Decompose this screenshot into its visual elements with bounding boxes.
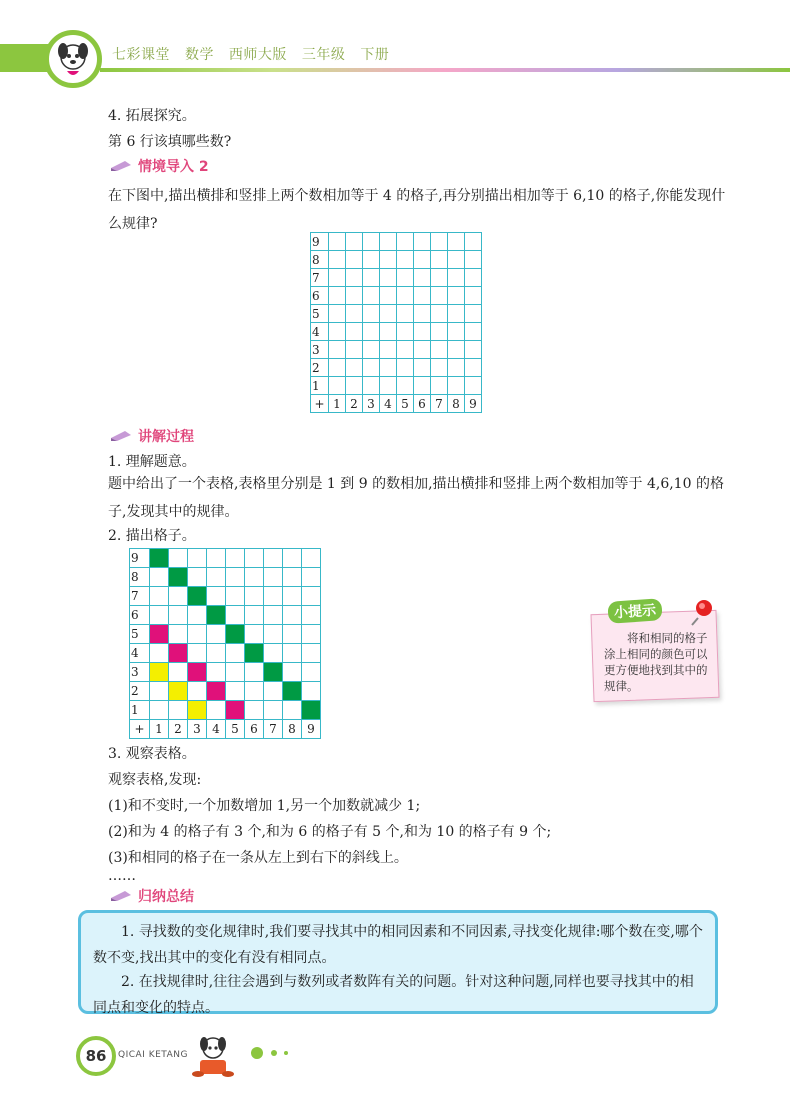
pencil-icon <box>110 430 132 442</box>
grid-cell <box>245 701 264 720</box>
grid-cell <box>283 682 302 701</box>
observation-3: (3)和相同的格子在一条从左上到右下的斜线上。 <box>108 850 408 866</box>
grid-cell <box>302 625 321 644</box>
grid-cell <box>363 287 380 305</box>
grid-cell <box>363 323 380 341</box>
grid-cell <box>245 663 264 682</box>
grid-cell <box>380 377 397 395</box>
row-label: 9 <box>311 233 329 251</box>
grid-cell <box>150 549 169 568</box>
grid-cell <box>150 663 169 682</box>
grid-cell <box>414 269 431 287</box>
grid-cell <box>346 305 363 323</box>
grid-cell <box>150 644 169 663</box>
grid-cell <box>207 549 226 568</box>
step1-paragraph: 题中给出了一个表格,表格里分别是 1 到 9 的数相加,描出横排和竖排上两个数相加等于 4,6,10 的格子,发现其中的规律。 <box>108 476 724 520</box>
grid-cell <box>414 323 431 341</box>
grid-cell <box>465 341 482 359</box>
row-label: 2 <box>130 682 150 701</box>
grid-cell <box>169 663 188 682</box>
grid-cell <box>431 323 448 341</box>
dog-mascot-footer-icon <box>188 1030 238 1080</box>
grid-cell <box>363 341 380 359</box>
col-label: 9 <box>465 395 482 413</box>
col-label: 7 <box>431 395 448 413</box>
grid-header-row <box>311 395 482 413</box>
grid-cell <box>226 568 245 587</box>
grid-cell <box>397 287 414 305</box>
row-label: 7 <box>130 587 150 606</box>
grid-cell <box>169 568 188 587</box>
grid-cell <box>169 701 188 720</box>
grid-row <box>130 701 321 720</box>
grid-cell <box>283 644 302 663</box>
step3-heading: 3. 观察表格。 <box>108 746 196 762</box>
grid-row <box>130 587 321 606</box>
grid-row <box>311 287 482 305</box>
col-label: 1 <box>150 720 169 739</box>
grid-cell <box>431 377 448 395</box>
grid-cell <box>329 341 346 359</box>
col-label: 4 <box>207 720 226 739</box>
grid-cell <box>150 701 169 720</box>
section-explain-label: 讲解过程 <box>138 429 194 445</box>
grid-cell <box>150 625 169 644</box>
header-grade: 三年级 <box>301 47 346 63</box>
grid-cell <box>245 606 264 625</box>
grid-cell <box>283 549 302 568</box>
grid-cell <box>397 233 414 251</box>
grid-cell <box>188 568 207 587</box>
step1-heading: 1. 理解题意。 <box>108 454 196 470</box>
grid-cell <box>302 644 321 663</box>
grid-cell <box>465 377 482 395</box>
header-subject: 数学 <box>184 47 214 63</box>
grid-cell <box>380 287 397 305</box>
grid-cell <box>302 568 321 587</box>
grid-cell <box>414 377 431 395</box>
grid-row <box>311 269 482 287</box>
grid-cell <box>207 682 226 701</box>
col-label: 5 <box>397 395 414 413</box>
section-intro2 <box>110 156 209 176</box>
grid-cell <box>397 377 414 395</box>
ellipsis: …… <box>108 868 136 884</box>
grid-cell <box>226 606 245 625</box>
col-label: 8 <box>448 395 465 413</box>
section-explain <box>110 426 194 446</box>
grid-cell <box>448 233 465 251</box>
grid-cell <box>414 287 431 305</box>
grid-cell <box>448 251 465 269</box>
grid-cell <box>448 323 465 341</box>
grid-cell <box>465 251 482 269</box>
summary-box <box>78 910 718 1014</box>
row-label: 7 <box>311 269 329 287</box>
intro-paragraph: 在下图中,描出横排和竖排上两个数相加等于 4 的格子,再分别描出相加等于 6,10 的格子,你能发现什么规律? <box>108 188 726 232</box>
header-edition: 西师大版 <box>228 47 287 63</box>
grid-cell <box>397 359 414 377</box>
grid-cell <box>264 587 283 606</box>
grid-cell <box>431 251 448 269</box>
grid-row <box>130 625 321 644</box>
grid-cell <box>448 287 465 305</box>
grid-cell <box>207 701 226 720</box>
grid-cell <box>245 587 264 606</box>
grid-row <box>130 644 321 663</box>
grid-cell <box>346 341 363 359</box>
grid-cell <box>226 549 245 568</box>
grid-cell <box>346 323 363 341</box>
grid-cell <box>188 549 207 568</box>
grid-cell <box>329 269 346 287</box>
grid-cell <box>346 359 363 377</box>
decorative-dots <box>250 1046 300 1060</box>
grid-cell <box>226 663 245 682</box>
grid-cell <box>397 269 414 287</box>
grid-cell <box>329 359 346 377</box>
col-label: 5 <box>226 720 245 739</box>
row-label: 8 <box>311 251 329 269</box>
grid-cell <box>207 568 226 587</box>
extension-heading: 4. 拓展探究。 <box>108 108 196 124</box>
tip-title: 小提示 <box>607 598 662 624</box>
grid-cell <box>329 305 346 323</box>
row-label: 8 <box>130 568 150 587</box>
grid-cell <box>363 377 380 395</box>
grid-cell <box>380 305 397 323</box>
plus-sign: + <box>130 720 150 739</box>
grid-row <box>311 251 482 269</box>
grid-cell <box>448 341 465 359</box>
grid-cell <box>283 663 302 682</box>
grid-row <box>130 606 321 625</box>
header-title <box>112 44 399 64</box>
grid-cell <box>264 663 283 682</box>
pencil-icon <box>110 160 132 172</box>
grid-cell <box>363 359 380 377</box>
step2-heading: 2. 描出格子。 <box>108 528 196 544</box>
question-row6: 第 6 行该填哪些数? <box>108 134 232 150</box>
grid-cell <box>302 682 321 701</box>
grid-cell <box>188 644 207 663</box>
col-label: 3 <box>188 720 207 739</box>
grid-row <box>130 549 321 568</box>
grid-cell <box>264 568 283 587</box>
grid-cell <box>397 341 414 359</box>
grid-cell <box>346 269 363 287</box>
grid-cell <box>448 305 465 323</box>
row-label: 3 <box>311 341 329 359</box>
grid-cell <box>448 359 465 377</box>
grid-cell <box>329 287 346 305</box>
grid-cell <box>169 682 188 701</box>
mascot-logo <box>44 30 102 88</box>
observe-intro: 观察表格,发现: <box>108 772 202 788</box>
grid-cell <box>431 305 448 323</box>
grid-cell <box>448 377 465 395</box>
grid-cell <box>448 269 465 287</box>
col-label: 8 <box>283 720 302 739</box>
grid-cell <box>380 359 397 377</box>
grid-cell <box>188 606 207 625</box>
grid-cell <box>414 305 431 323</box>
grid-cell <box>245 644 264 663</box>
grid-cell <box>264 625 283 644</box>
grid-row <box>130 568 321 587</box>
grid-cell <box>414 233 431 251</box>
footer-brand: QICAI KETANG <box>118 1050 188 1060</box>
row-label: 3 <box>130 663 150 682</box>
grid-cell <box>188 587 207 606</box>
grid-cell <box>207 625 226 644</box>
grid-cell <box>465 269 482 287</box>
grid-row <box>311 305 482 323</box>
grid-cell <box>397 251 414 269</box>
grid-cell <box>226 701 245 720</box>
grid-cell <box>414 359 431 377</box>
grid-cell <box>264 606 283 625</box>
header-volume: 下册 <box>360 47 390 63</box>
grid-cell <box>150 682 169 701</box>
grid-cell <box>465 287 482 305</box>
grid-cell <box>283 568 302 587</box>
grid-row <box>311 359 482 377</box>
grid-cell <box>380 323 397 341</box>
grid-cell <box>207 606 226 625</box>
grid-cell <box>188 625 207 644</box>
grid-cell <box>264 549 283 568</box>
grid-cell <box>431 341 448 359</box>
empty-addition-grid <box>310 232 482 413</box>
grid-cell <box>431 233 448 251</box>
grid-row <box>311 233 482 251</box>
grid-row <box>130 663 321 682</box>
grid-cell <box>431 269 448 287</box>
grid-cell <box>465 233 482 251</box>
summary-point-2: 2. 在找规律时,往往会遇到与数列或者数阵有关的问题。针对这种问题,同样也要寻找其中的相同点和变化的特点。 <box>93 974 694 1016</box>
col-label: 1 <box>329 395 346 413</box>
grid-cell <box>346 287 363 305</box>
grid-cell <box>431 287 448 305</box>
grid-cell <box>226 587 245 606</box>
row-label: 2 <box>311 359 329 377</box>
col-label: 6 <box>245 720 264 739</box>
header-series: 七彩课堂 <box>112 47 170 63</box>
grid-cell <box>363 233 380 251</box>
section-summary-label: 归纳总结 <box>138 889 194 905</box>
grid-cell <box>380 233 397 251</box>
row-label: 6 <box>130 606 150 625</box>
col-label: 3 <box>363 395 380 413</box>
grid-cell <box>264 682 283 701</box>
grid-cell <box>207 587 226 606</box>
grid-cell <box>245 568 264 587</box>
col-label: 4 <box>380 395 397 413</box>
grid-cell <box>302 663 321 682</box>
grid-cell <box>465 305 482 323</box>
grid-cell <box>264 644 283 663</box>
grid-cell <box>169 587 188 606</box>
grid-cell <box>169 644 188 663</box>
section-intro2-label: 情境导入 2 <box>138 159 209 175</box>
grid-cell <box>207 663 226 682</box>
grid-cell <box>245 625 264 644</box>
grid-cell <box>245 682 264 701</box>
tip-text: 将和相同的格子涂上相同的颜色可以更方便地找到其中的规律。 <box>604 631 708 693</box>
grid-cell <box>302 606 321 625</box>
grid-cell <box>465 359 482 377</box>
grid-cell <box>397 323 414 341</box>
pushpin-icon <box>690 596 716 626</box>
grid-row <box>311 341 482 359</box>
grid-cell <box>346 233 363 251</box>
row-label: 5 <box>130 625 150 644</box>
grid-cell <box>226 625 245 644</box>
grid-cell <box>169 625 188 644</box>
col-label: 6 <box>414 395 431 413</box>
row-label: 5 <box>311 305 329 323</box>
grid-cell <box>283 625 302 644</box>
grid-cell <box>150 606 169 625</box>
grid-cell <box>346 251 363 269</box>
dog-mascot-icon <box>49 35 97 83</box>
pencil-icon <box>110 890 132 902</box>
grid-cell <box>283 701 302 720</box>
row-label: 1 <box>311 377 329 395</box>
observation-1: (1)和不变时,一个加数增加 1,另一个加数就减少 1; <box>108 798 421 814</box>
grid-cell <box>226 682 245 701</box>
grid-cell <box>380 251 397 269</box>
col-label: 2 <box>346 395 363 413</box>
page-number: 86 <box>85 1047 107 1065</box>
grid-cell <box>465 323 482 341</box>
col-label: 7 <box>264 720 283 739</box>
grid-row <box>311 377 482 395</box>
grid-cell <box>283 606 302 625</box>
grid-cell <box>283 587 302 606</box>
grid-cell <box>329 251 346 269</box>
row-label: 4 <box>311 323 329 341</box>
summary-point-1: 1. 寻找数的变化规律时,我们要寻找其中的相同因素和不同因素,寻找变化规律:哪个数在变,哪个数不变,找出其中的变化有没有相同点。 <box>93 924 703 966</box>
grid-cell <box>302 587 321 606</box>
row-label: 4 <box>130 644 150 663</box>
row-label: 6 <box>311 287 329 305</box>
grid-cell <box>207 644 226 663</box>
grid-cell <box>188 682 207 701</box>
grid-cell <box>188 663 207 682</box>
grid-cell <box>188 701 207 720</box>
grid-cell <box>380 341 397 359</box>
grid-cell <box>169 549 188 568</box>
grid-cell <box>150 568 169 587</box>
row-label: 1 <box>130 701 150 720</box>
row-label: 9 <box>130 549 150 568</box>
colored-addition-grid <box>129 548 321 739</box>
grid-cell <box>414 341 431 359</box>
grid-cell <box>431 359 448 377</box>
grid-cell <box>363 251 380 269</box>
grid-cell <box>414 251 431 269</box>
grid-cell <box>329 323 346 341</box>
grid-row <box>130 682 321 701</box>
plus-sign: + <box>311 395 329 413</box>
grid-cell <box>302 701 321 720</box>
col-label: 9 <box>302 720 321 739</box>
grid-header-row <box>130 720 321 739</box>
grid-cell <box>264 701 283 720</box>
grid-cell <box>169 606 188 625</box>
grid-cell <box>363 269 380 287</box>
grid-cell <box>346 377 363 395</box>
col-label: 2 <box>169 720 188 739</box>
grid-cell <box>150 587 169 606</box>
grid-cell <box>302 549 321 568</box>
grid-cell <box>226 644 245 663</box>
grid-cell <box>245 549 264 568</box>
grid-row <box>311 323 482 341</box>
grid-cell <box>380 269 397 287</box>
grid-cell <box>397 305 414 323</box>
section-summary <box>110 886 194 906</box>
grid-cell <box>329 233 346 251</box>
grid-cell <box>329 377 346 395</box>
observation-2: (2)和为 4 的格子有 3 个,和为 6 的格子有 5 个,和为 10 的格子有 9 个; <box>108 824 552 840</box>
grid-cell <box>363 305 380 323</box>
